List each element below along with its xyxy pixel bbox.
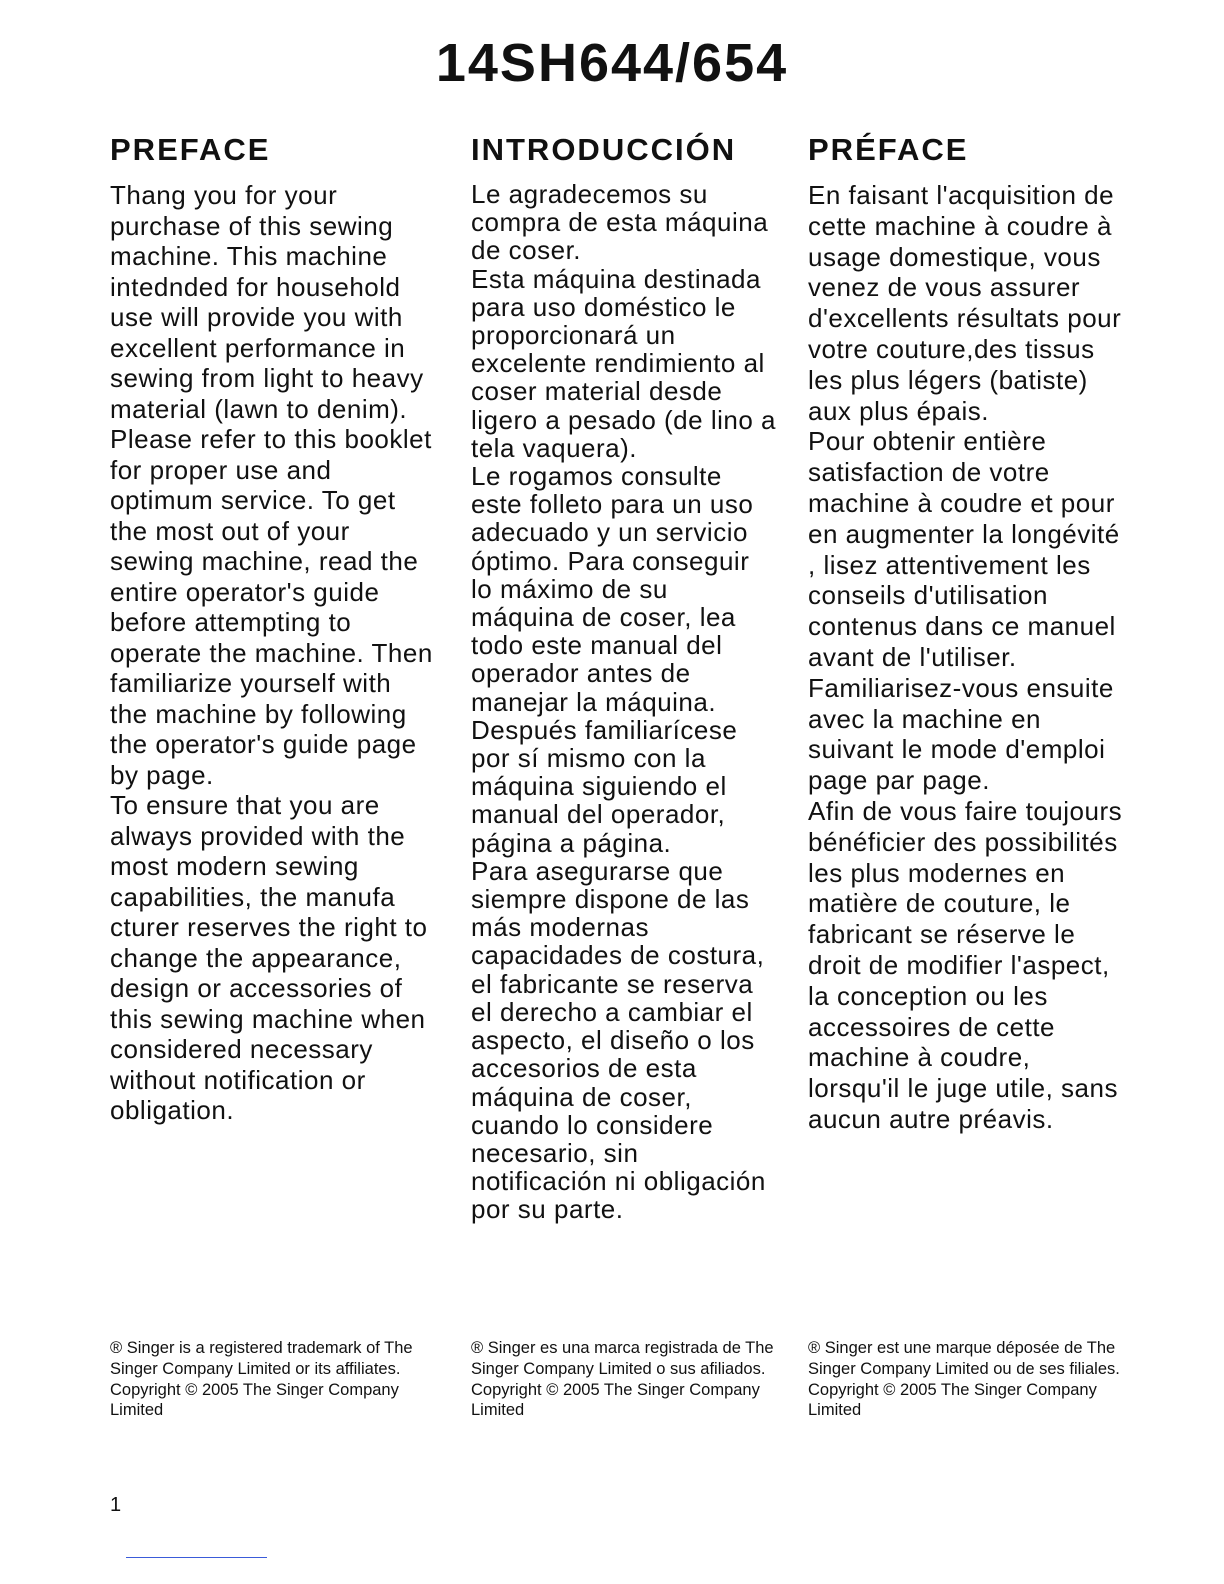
english-heading: PREFACE	[110, 132, 271, 167]
document-title: 14SH644/654	[435, 33, 789, 93]
spanish-body	[471, 180, 776, 1224]
bottom-divider	[126, 1557, 267, 1558]
spanish-heading: INTRODUCCIÓN	[471, 132, 737, 167]
english-trademark-notice: ® Singer is a registered trademark of The Singer Company Limited or its affiliates.	[110, 1339, 413, 1378]
french-footer	[808, 1338, 1128, 1421]
spanish-copyright-notice: Copyright © 2005 The Singer Company Limited	[471, 1380, 760, 1420]
english-paragraph-1: Thang you for your purchase of this sewing machine. This machine intednded for household use will provide you with excellent performance in sewing from light to heavy material (lawn to denim).	[110, 180, 424, 424]
spanish-column	[471, 132, 776, 1224]
spanish-trademark-notice: ® Singer es una marca registrada de The Singer Company Limited o sus afiliados.	[471, 1339, 774, 1378]
french-heading: PRÉFACE	[808, 132, 969, 167]
english-paragraph-3: To ensure that you are always provided with the most modern sewing capabilities, the manufa cturer reserves the right to change the appearance, design or accessories of this sewing machine when considered necessary without notification or obligation.	[110, 790, 428, 1125]
spanish-paragraph-3: Le rogamos consulte este folleto para un uso adecuado y un servicio óptimo. Para conseguir lo máximo de su máquina de coser, lea todo este manual del operador antes de manejar la máquina. Después familiarícese por sí mismo con la máquina siguiendo el manual del operador, página a página.	[471, 461, 754, 858]
french-paragraph-2: Pour obtenir entière satisfaction de votre machine à coudre et pour en augmenter la longévité , lisez attentivement les conseils d'utilisation contenus dans ce manuel avant de l'utiliser.	[808, 426, 1120, 672]
english-paragraph-2: Please refer to this booklet for proper use and optimum service. To get the most out of your sewing machine, read the entire operator's guide before attempting to operate the machine. Then familiarize yourself with the machine by following the operator's guide page by page.	[110, 424, 433, 790]
spanish-paragraph-2: Esta máquina destinada para uso doméstico le proporcionará un excelente rendimiento al coser material desde ligero a pesado (de lino a tela vaquera).	[471, 263, 776, 463]
french-copyright-notice: Copyright © 2005 The Singer Company Limited	[808, 1380, 1097, 1420]
english-column	[110, 132, 435, 1126]
french-body	[808, 180, 1123, 1135]
english-body	[110, 180, 435, 1126]
french-paragraph-4: Afin de vous faire toujours bénéficier des possibilités les plus modernes en matière de couture, le fabricant se réserve le droit de modifier l'aspect, la conception ou les accessoires de cette machine à coudre, lorsqu'il le juge utile, sans aucun autre préavis.	[808, 795, 1123, 1134]
page-number: 1	[110, 1494, 122, 1516]
spanish-paragraph-4: Para asegurarse que siempre dispone de las más modernas capacidades de costura, el fabricante se reserva el derecho a cambiar el aspecto, el diseño o los accesorios de esta máquina de coser, cuando lo considere necesario, sin notificación ni obligación por su parte.	[471, 855, 766, 1225]
spanish-paragraph-1: Le agradecemos su compra de esta máquina de coser.	[471, 179, 769, 266]
french-column	[808, 132, 1123, 1135]
french-paragraph-3: Familiarisez-vous ensuite avec la machine en suivant le mode d'emploi page par page.	[808, 672, 1114, 796]
english-copyright-notice: Copyright © 2005 The Singer Company Limited	[110, 1380, 399, 1420]
english-footer	[110, 1338, 440, 1421]
spanish-footer	[471, 1338, 791, 1421]
french-paragraph-1: En faisant l'acquisition de cette machine à coudre à usage domestique, vous venez de vous assurer d'excellents résultats pour votre couture,des tissus les plus légers (batiste) aux plus épais.	[808, 180, 1122, 426]
french-trademark-notice: ® Singer est une marque déposée de The Singer Company Limited ou de ses filiales.	[808, 1339, 1120, 1378]
